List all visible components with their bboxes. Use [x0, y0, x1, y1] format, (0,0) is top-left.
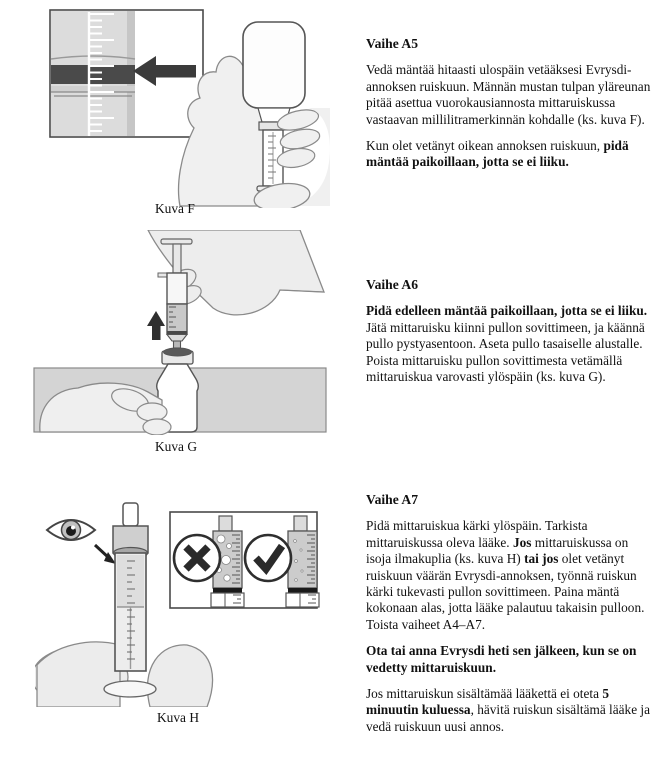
text-segment-bold: Pidä edelleen mäntää paikoillaan, jotta se ei liiku.: [366, 303, 648, 319]
text-segment: Jätä mittaruisku kiinni pullon sovittimeen, ja käännä pullo pystyasentoon. Aseta pullo tasaiselle alustalle. Poista mittaruisku pullon sovittimesta vetämällä mittaruiskua varovasti ylöspäin (ks. kuva G).: [366, 319, 645, 385]
syringe-scale-inset: [50, 10, 203, 137]
text-segment-bold: 5 minuutin kuluessa: [366, 686, 609, 718]
figure-caption-h: Kuva H: [157, 710, 200, 725]
figure-caption-g: Kuva G: [155, 439, 198, 454]
step-paragraph: [366, 138, 652, 171]
text-segment-bold: Jos: [512, 534, 532, 550]
check-circle-icon: [245, 535, 291, 581]
step-paragraph: [366, 686, 652, 735]
figure-caption-f: Kuva F: [155, 201, 195, 216]
bottle-illustration: [243, 22, 305, 108]
step-a7: [366, 492, 652, 745]
step-title: Vaihe A6: [366, 277, 418, 292]
figure-kuva-f: [30, 8, 352, 208]
kuva-g-illustration: [30, 230, 330, 435]
text-segment: Kun olet vetänyt oikean annoksen ruiskuun,: [366, 138, 604, 154]
text-segment: Pidä mittaruiskua kärki ylöspäin. Tarkista mittaruiskussa oleva lääke.: [366, 518, 588, 550]
text-segment: Vedä mäntää hitaasti ulospäin vetääksesi Evrysdi-annoksen ruiskuun. Männän mustan tulpan yläreunan pitää asettua vuorokausiannosta mittaruiskussa vastaavan millilitramerkinnän kohdalle (ks. kuva F).: [366, 62, 651, 127]
up-arrow-icon: [147, 311, 165, 340]
syringe-flange: [104, 681, 156, 697]
eye-icon: [47, 520, 95, 540]
bubble-comparison-inset: [170, 512, 319, 608]
text-segment-bold: tai jos: [524, 551, 559, 567]
figure-kuva-g: [30, 230, 330, 435]
text-segment: , hävitä ruiskun sisältämä lääke ja vedä ruiskuun uusi annos.: [366, 702, 651, 734]
step-paragraph: [366, 518, 652, 633]
step-paragraph: [366, 62, 652, 128]
hand-palm: [37, 642, 120, 707]
step-a5: [366, 36, 652, 181]
step-a6: [366, 277, 652, 395]
kuva-h-illustration: [35, 495, 335, 707]
text-segment-bold: pidä mäntää paikoillaan, jotta se ei liiku.: [366, 138, 629, 170]
step-paragraph: [366, 643, 652, 676]
kuva-f-illustration: [30, 8, 352, 208]
syringe-illustration: [113, 503, 148, 671]
step-title: Vaihe A7: [366, 492, 418, 507]
cross-circle-icon: [174, 535, 220, 581]
step-title: Vaihe A5: [366, 36, 418, 51]
step-paragraph: [366, 303, 652, 385]
text-segment: mittaruiskussa on isoja ilmakuplia (ks. kuva H): [366, 534, 629, 567]
text-segment: Jos mittaruiskun sisältämää lääkettä ei oteta: [366, 686, 603, 702]
text-segment-bold: Ota tai anna Evrysdi heti sen jälkeen, kun se on vedetty mittaruiskuun.: [366, 643, 637, 675]
text-segment: olet vetänyt ruiskuun väärän Evrysdi-annoksen, työnnä ruiskun kärki tukevasti pullon sovittimeen. Paina mäntä kokonaan alas, jotta lääke palautuu takaisin pulloon. Toista vaiheet A4–A7.: [366, 551, 645, 632]
hand-thumb: [147, 645, 212, 707]
figure-kuva-h: [35, 495, 335, 707]
